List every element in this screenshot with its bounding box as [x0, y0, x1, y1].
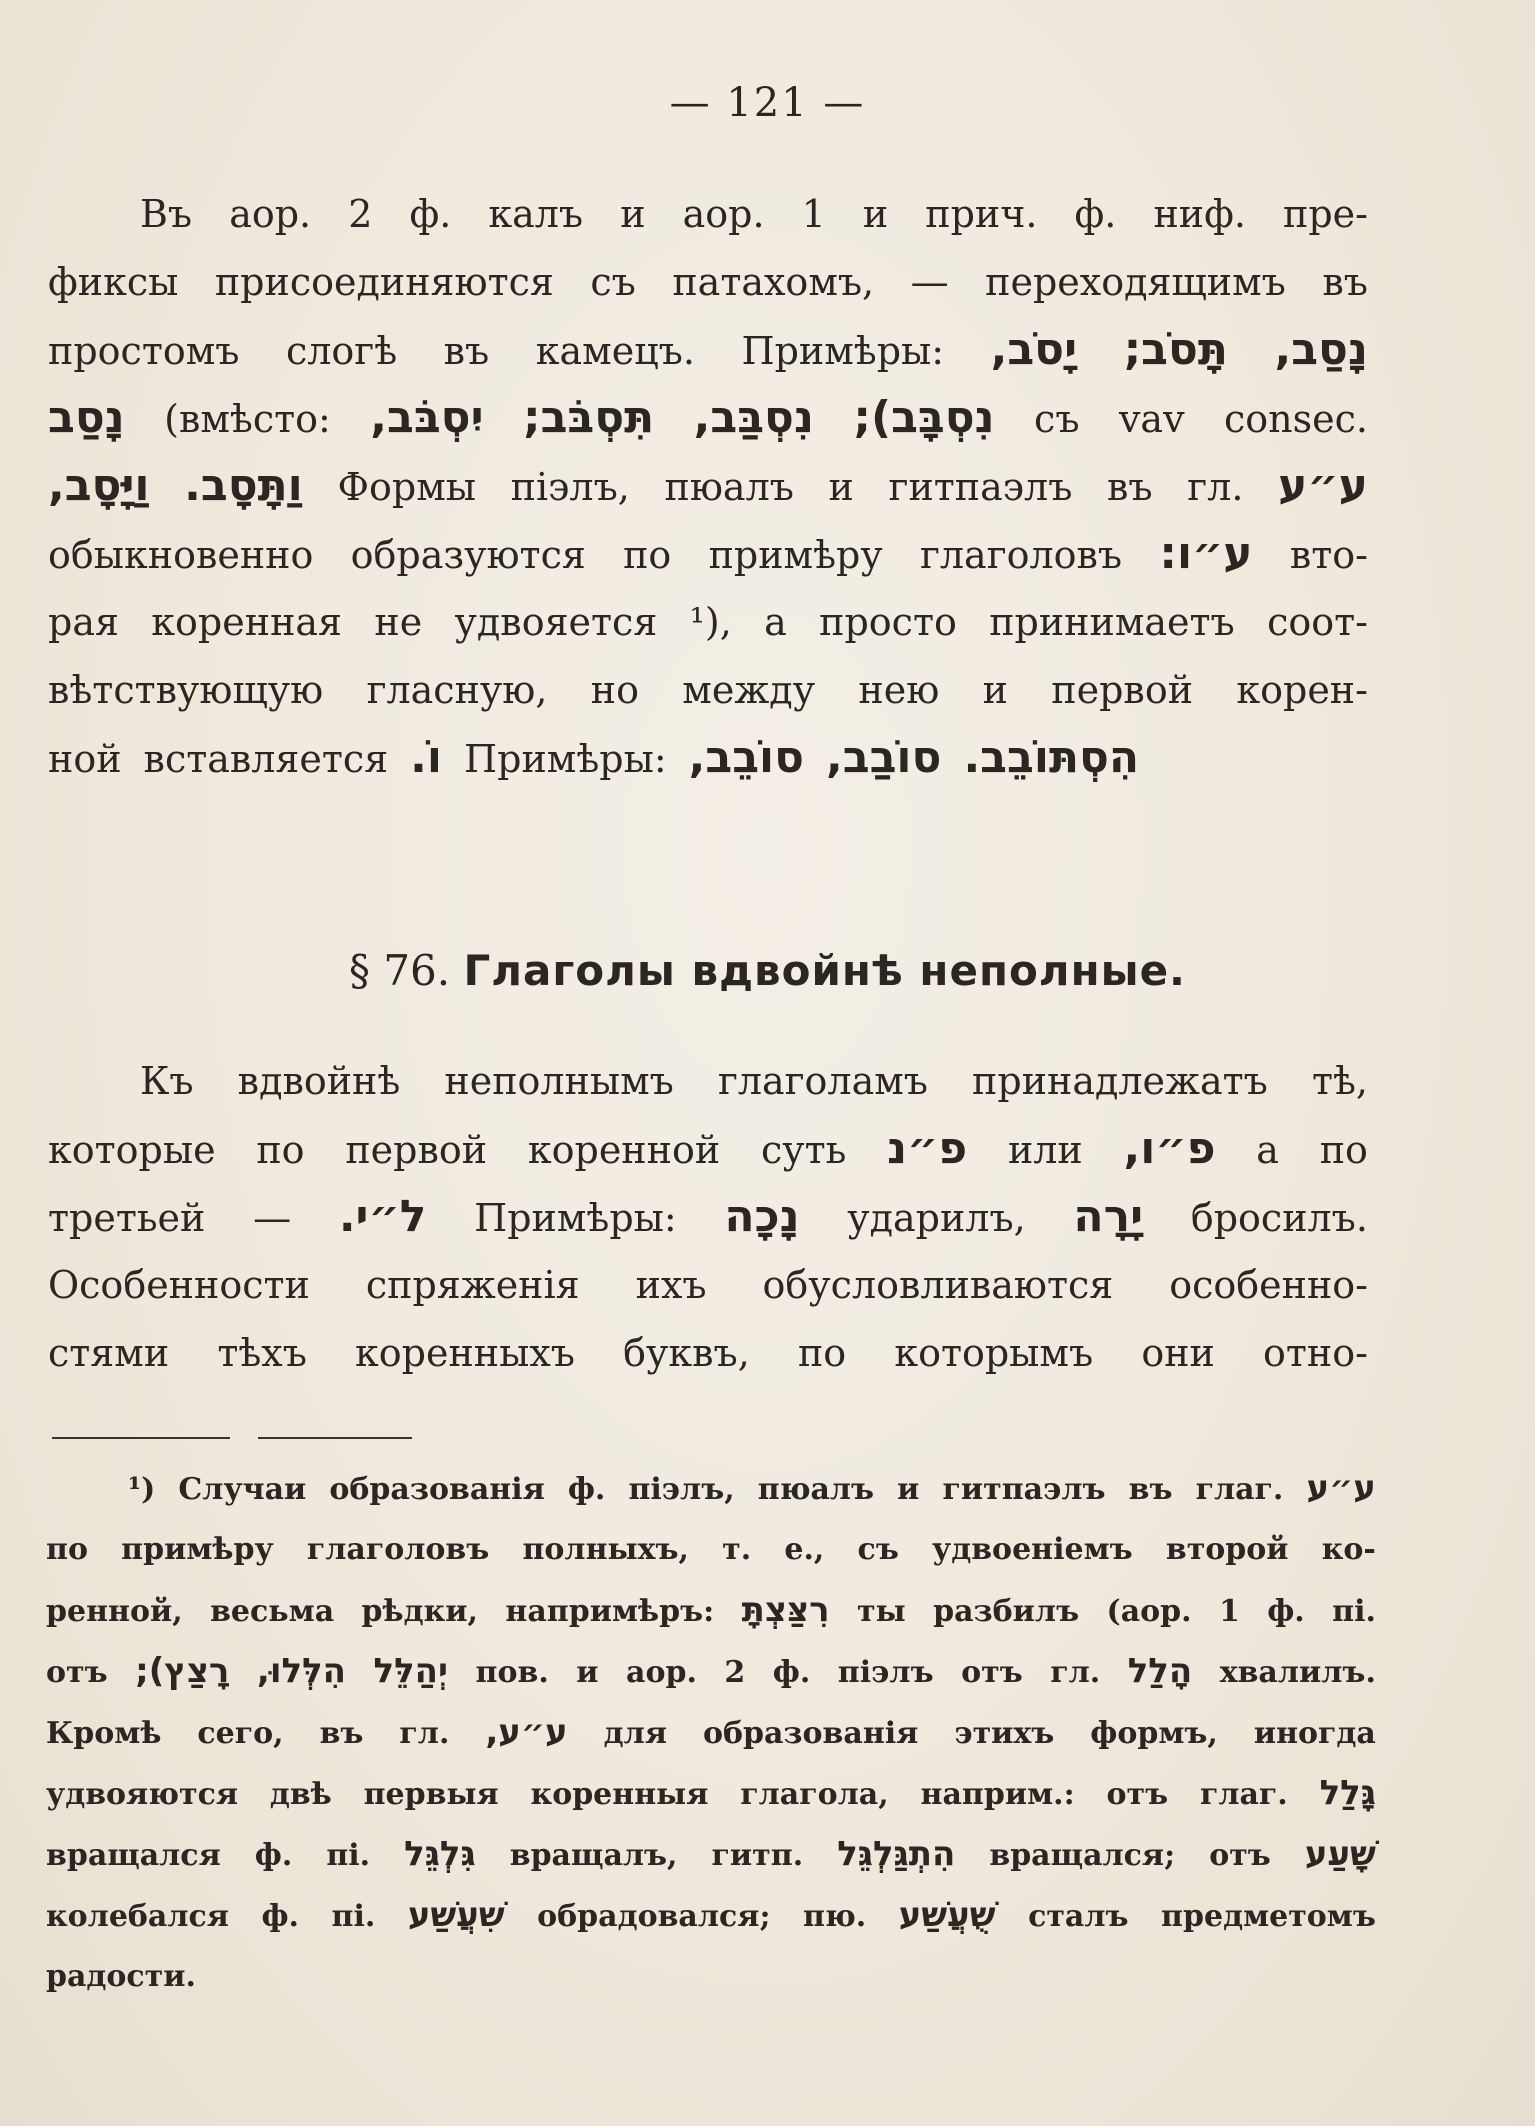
hebrew-word: נָכָה — [724, 1191, 800, 1242]
footnote-rule-right — [258, 1437, 412, 1439]
word: хвалилъ. — [1219, 1655, 1376, 1690]
word: которымъ — [894, 1331, 1094, 1375]
hebrew-word: נִסְבַּב, — [693, 392, 814, 443]
word: спряженія — [365, 1263, 580, 1307]
word: для — [603, 1716, 667, 1751]
word: отъ — [1106, 1777, 1169, 1812]
word: ¹), — [689, 600, 732, 644]
hebrew-word: הִסְתּוֹבֵב. — [963, 732, 1140, 783]
word: переходящимъ — [985, 260, 1286, 304]
word: гл. — [399, 1716, 450, 1751]
hebrew-word: שִׁעֲשַׁע — [407, 1895, 505, 1935]
footnote-line — [46, 1885, 1376, 1946]
hebrew-word: שָׁעַע — [1304, 1834, 1376, 1874]
word: слогѣ — [285, 329, 398, 373]
word: и — [828, 465, 854, 509]
word: просто — [819, 600, 957, 644]
word: рѣдки, — [361, 1594, 478, 1629]
word: но — [590, 668, 639, 712]
paragraph-1-line — [48, 656, 1368, 724]
paragraph-1 — [48, 180, 1368, 792]
word: и — [862, 192, 889, 236]
footnote-line — [46, 1824, 1376, 1885]
word: въ — [443, 329, 490, 373]
word: разбилъ — [933, 1594, 1080, 1629]
hebrew-word: הִתְגַּלְגֵּל — [837, 1834, 956, 1874]
hebrew-word: ע״ע, — [485, 1712, 568, 1752]
word: (вмѣсто: — [164, 397, 331, 441]
word: коренной — [527, 1128, 721, 1172]
hebrew-word: סוֹבַב, — [826, 732, 942, 783]
word: ко- — [1321, 1532, 1376, 1567]
word: отъ — [1209, 1838, 1271, 1873]
word: первой — [1051, 668, 1194, 712]
hebrew-word: הִלְּלוּ, — [256, 1651, 346, 1691]
hebrew-word: פ״ו, — [1123, 1123, 1216, 1174]
word: глаголамъ — [717, 1059, 928, 1103]
word: вѣтствующую — [48, 668, 324, 712]
word: Къ — [140, 1059, 194, 1103]
word: коренная — [151, 600, 343, 644]
word: Примѣры: — [464, 737, 667, 781]
word: коренныхъ — [355, 1331, 575, 1375]
word: Примѣры: — [474, 1196, 677, 1240]
paragraph-2-line — [48, 1115, 1368, 1183]
word: глаголовъ — [306, 1532, 490, 1567]
word: второй — [1165, 1532, 1289, 1567]
word: въ — [1128, 1472, 1173, 1507]
footnote — [46, 1458, 1376, 2007]
word: которые — [48, 1128, 216, 1172]
word: Особенности — [48, 1263, 310, 1307]
word: въ — [1322, 260, 1368, 304]
word: первыя — [363, 1777, 499, 1812]
word: сталъ — [1028, 1899, 1129, 1934]
word: пі. — [326, 1838, 371, 1873]
hebrew-word: תִּסְבֹּב; — [522, 392, 655, 443]
hebrew-word: נִסְבָּב); — [853, 392, 995, 443]
word: вращался — [46, 1838, 221, 1873]
word: глаг. — [1195, 1472, 1284, 1507]
word: аор. — [229, 192, 312, 236]
paragraph-1-line — [48, 452, 1368, 520]
hebrew-word: תָּסֹב; — [1123, 324, 1228, 375]
word: глаголовъ — [919, 533, 1123, 577]
word: суть — [760, 1128, 847, 1172]
word: съ — [857, 1532, 899, 1567]
word: образованія — [329, 1472, 545, 1507]
paragraph-1-line — [48, 248, 1368, 316]
word: третьей — [48, 1196, 206, 1240]
word: Случаи — [178, 1472, 307, 1507]
paragraph-2-line — [48, 1251, 1368, 1319]
word: формъ, — [1090, 1716, 1218, 1751]
word: вставляется — [143, 737, 389, 781]
word: гл. — [1187, 465, 1244, 509]
word: ф. — [254, 1838, 293, 1873]
paragraph-1-line — [48, 384, 1368, 452]
word: удвояются — [46, 1777, 238, 1812]
word: — — [253, 1196, 292, 1240]
word: е., — [784, 1532, 825, 1567]
word: 1 — [801, 192, 826, 236]
paragraph-2 — [48, 1047, 1368, 1387]
word: вращался; — [989, 1838, 1176, 1873]
word: патахомъ, — [672, 260, 875, 304]
word: принимаетъ — [989, 600, 1235, 644]
word: бросилъ. — [1190, 1196, 1368, 1240]
word: Кромѣ — [46, 1716, 162, 1751]
paragraph-1-line — [48, 520, 1368, 588]
hebrew-word: הָלַל — [1127, 1651, 1193, 1691]
word: полныхъ, — [522, 1532, 689, 1567]
word: и — [576, 1655, 599, 1690]
hebrew-word: סוֹבֵב, — [688, 732, 805, 783]
word: 2 — [348, 192, 373, 236]
word: т. — [722, 1532, 752, 1567]
word: по — [623, 533, 672, 577]
footnote-line — [46, 1519, 1376, 1580]
hebrew-word: ל״י. — [338, 1191, 427, 1242]
word: предметомъ — [1161, 1899, 1376, 1934]
word: корен- — [1236, 668, 1368, 712]
word: образуются — [350, 533, 586, 577]
word: Примѣры: — [741, 329, 945, 373]
word: неполнымъ — [444, 1059, 674, 1103]
word: ударилъ, — [847, 1196, 1026, 1240]
footnote-line — [46, 1946, 1376, 2007]
word: буквъ, — [623, 1331, 750, 1375]
word: — — [910, 260, 949, 304]
hebrew-word: יְהַלֵּל — [373, 1651, 449, 1691]
hebrew-word: ע״ע — [1278, 460, 1368, 511]
word: принадлежатъ — [972, 1059, 1268, 1103]
word: пю. — [803, 1899, 867, 1934]
word: наприм.: — [920, 1777, 1075, 1812]
word: образованія — [702, 1716, 919, 1751]
word: фиксы — [48, 260, 179, 304]
word: отно- — [1263, 1331, 1368, 1375]
paragraph-2-line — [48, 1047, 1368, 1115]
footnote-rule-left — [52, 1437, 230, 1439]
hebrew-word: יָרָה — [1073, 1191, 1144, 1242]
word: ¹) — [128, 1472, 156, 1507]
word: калъ — [488, 192, 584, 236]
word: они — [1141, 1331, 1215, 1375]
paragraph-2-line — [48, 1319, 1368, 1387]
word: и — [982, 668, 1008, 712]
word: прич. — [925, 192, 1038, 236]
word: съ — [1034, 397, 1080, 441]
word: по — [256, 1128, 305, 1172]
word: вращалъ, — [509, 1838, 678, 1873]
word: отъ — [46, 1655, 108, 1690]
word: между — [682, 668, 816, 712]
word: аор. — [626, 1655, 697, 1690]
word: ф. — [261, 1899, 299, 1934]
section-heading — [0, 946, 1535, 995]
word: 1 — [1218, 1594, 1240, 1629]
word: стями — [48, 1331, 170, 1375]
word: пюалъ — [664, 465, 794, 509]
word: сего, — [197, 1716, 284, 1751]
word: піэлъ, — [510, 465, 630, 509]
word: удвоеніемъ — [932, 1532, 1133, 1567]
word: гитп. — [711, 1838, 804, 1873]
word: нею — [858, 668, 940, 712]
hebrew-word: יָסֹב, — [990, 324, 1078, 375]
word: ренной, — [46, 1594, 183, 1629]
word: ф. — [1267, 1594, 1305, 1629]
word: аор. — [682, 192, 765, 236]
word: ты — [857, 1594, 906, 1629]
word: удвояется — [454, 600, 658, 644]
word: тѣхъ — [217, 1331, 307, 1375]
word: 2 — [724, 1655, 746, 1690]
hebrew-word: רִצַּצְתָּ — [741, 1590, 830, 1630]
hebrew-word: ע״ו: — [1159, 528, 1253, 579]
hebrew-word: פ״נ — [887, 1123, 968, 1174]
word: ной — [48, 737, 122, 781]
word: двѣ — [269, 1777, 332, 1812]
hebrew-word: שֻׁעֲשַׁע — [898, 1895, 996, 1935]
word: глагола, — [740, 1777, 889, 1812]
word: гитпаэлъ — [888, 465, 1073, 509]
word: и — [897, 1472, 920, 1507]
word: по — [1319, 1128, 1368, 1172]
word: пре- — [1283, 192, 1368, 236]
hebrew-word: נָסַב, — [1274, 324, 1368, 375]
word: присоединяются — [214, 260, 554, 304]
word: обрадовался; — [537, 1899, 771, 1934]
word: піэлъ — [837, 1655, 934, 1690]
word: съ — [590, 260, 636, 304]
word: примѣру — [708, 533, 883, 577]
word: (аор. — [1106, 1594, 1192, 1629]
word: пі. — [1332, 1594, 1376, 1629]
word: Въ — [140, 192, 193, 236]
word: гл. — [1050, 1655, 1101, 1690]
hebrew-word: גִּלְגֵּל — [404, 1834, 476, 1874]
footnote-line — [46, 1702, 1376, 1763]
word: напримѣръ: — [505, 1594, 715, 1629]
word: consec. — [1224, 397, 1368, 441]
paragraph-1-line — [48, 724, 1368, 792]
hebrew-word: גָּלַל — [1319, 1773, 1376, 1813]
word: этихъ — [954, 1716, 1055, 1751]
hebrew-word: וַיָּסָב, — [48, 460, 150, 511]
footnote-line — [46, 1763, 1376, 1824]
word: обыкновенно — [48, 533, 314, 577]
word: піэлъ, — [628, 1472, 735, 1507]
hebrew-word: נָסַב — [48, 392, 125, 443]
word: ихъ — [635, 1263, 707, 1307]
footnote-line — [46, 1641, 1376, 1702]
hebrew-word: יִסְבֹּב, — [370, 392, 484, 443]
word: вто- — [1289, 533, 1368, 577]
section-title: Глаголы вдвойнѣ неполные. — [463, 946, 1187, 995]
word: или — [1007, 1128, 1083, 1172]
word: глаг. — [1199, 1777, 1288, 1812]
word: и — [620, 192, 646, 236]
paragraph-1-line — [48, 316, 1368, 384]
word: ф. — [772, 1655, 811, 1690]
section-number: § 76. — [348, 946, 451, 995]
hebrew-word: רָצַץ); — [135, 1651, 230, 1691]
word: ф. — [409, 192, 452, 236]
word: въ — [319, 1716, 364, 1751]
word: не — [374, 600, 423, 644]
word: пов. — [475, 1655, 549, 1690]
word: камецъ. — [535, 329, 695, 373]
page-number: — 121 — — [669, 80, 866, 126]
word: а — [764, 600, 787, 644]
word: иногда — [1253, 1716, 1376, 1751]
word: Формы — [337, 465, 477, 509]
word: vav — [1118, 397, 1185, 441]
hebrew-word: וַתָּסָב. — [184, 460, 303, 511]
paragraph-1-line — [48, 588, 1368, 656]
paragraph-2-line — [48, 1183, 1368, 1251]
word: простомъ — [48, 329, 240, 373]
hebrew-word: ע״ע — [1306, 1468, 1376, 1508]
footnote-line — [46, 1580, 1376, 1641]
word: по — [797, 1331, 847, 1375]
word: гитпаэлъ — [942, 1472, 1106, 1507]
word: весьма — [210, 1594, 335, 1629]
hebrew-word: וֹ. — [410, 732, 442, 783]
word: радости. — [46, 1959, 196, 1994]
word: ф. — [1074, 192, 1117, 236]
word: соот- — [1267, 600, 1368, 644]
word: вдвойнѣ — [237, 1059, 401, 1103]
footnote-line — [46, 1458, 1376, 1519]
word: обусловливаются — [762, 1263, 1114, 1307]
word: ниф. — [1153, 192, 1246, 236]
word: по — [46, 1532, 88, 1567]
paragraph-1-line — [48, 180, 1368, 248]
word: а — [1256, 1128, 1279, 1172]
word: ф. — [567, 1472, 606, 1507]
word: гласную, — [366, 668, 548, 712]
word: коренныя — [530, 1777, 709, 1812]
word: колебался — [46, 1899, 229, 1934]
word: рая — [48, 600, 119, 644]
word: отъ — [961, 1655, 1023, 1690]
word: въ — [1107, 465, 1153, 509]
word: пі. — [331, 1899, 376, 1934]
word: особенно- — [1169, 1263, 1368, 1307]
word: пюалъ — [757, 1472, 875, 1507]
word: тѣ, — [1311, 1059, 1368, 1103]
word: примѣру — [121, 1532, 274, 1567]
word: первой — [345, 1128, 488, 1172]
